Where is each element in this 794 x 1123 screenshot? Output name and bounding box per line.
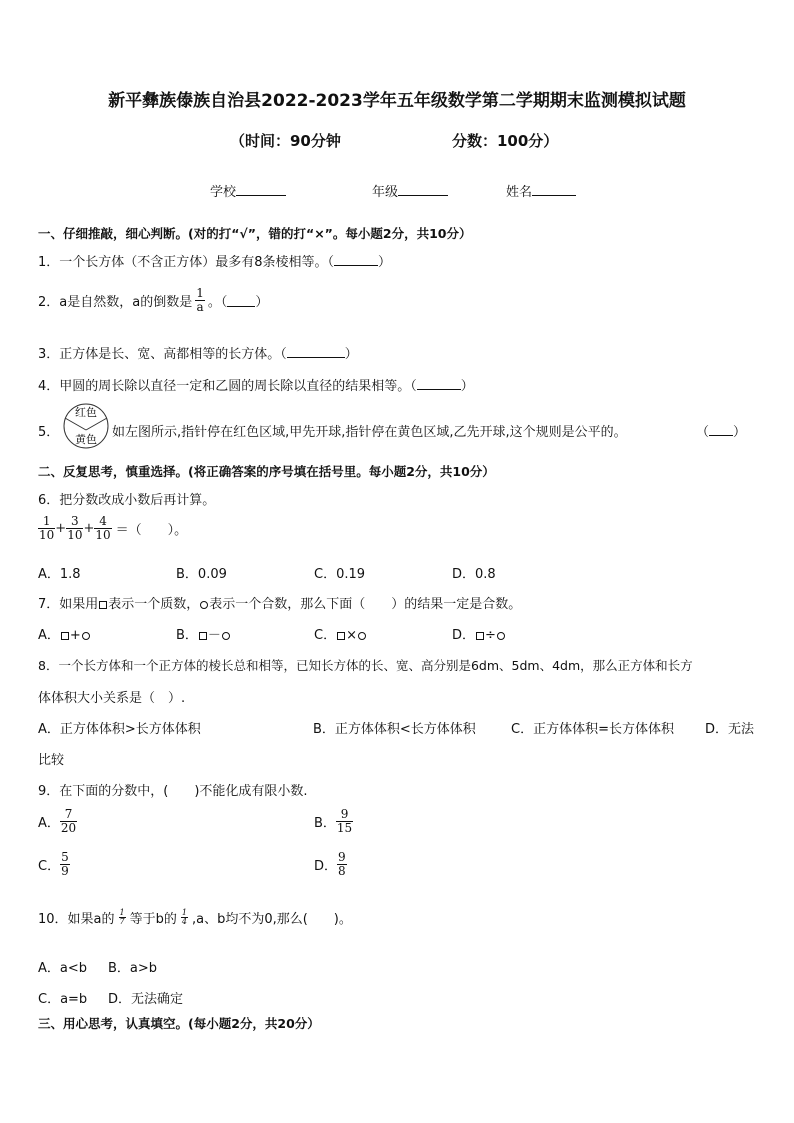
- circle-symbol-icon: [497, 632, 505, 640]
- q8-option-d-wrap: 比较: [38, 753, 65, 768]
- name-blank[interactable]: [532, 182, 576, 196]
- q9-c-num: 5: [61, 850, 69, 864]
- q6-option-d[interactable]: D．0.8: [452, 567, 496, 582]
- q2-close: ）: [255, 295, 269, 310]
- q6-frac-3: [94, 515, 111, 542]
- q10-option-b[interactable]: B．a>b: [108, 961, 158, 976]
- q4-text: 4．甲圆的周长除以直径一定和乙圆的周长除以直径的结果相等。（: [38, 379, 417, 394]
- q1-text: 1．一个长方体（不含正方体）最多有8条棱相等。（: [38, 255, 335, 270]
- q10-f1-num: 1: [119, 908, 125, 917]
- school-field: [210, 181, 286, 200]
- square-symbol-icon: [199, 632, 207, 640]
- q2-answer-blank[interactable]: [227, 294, 255, 307]
- square-symbol-icon: [99, 601, 107, 609]
- q10-f1-den: 7: [119, 917, 125, 926]
- q6-frac-2-num: 3: [71, 514, 79, 528]
- question-1: [38, 251, 391, 270]
- q5-answer: [696, 421, 746, 440]
- q5-answer-blank[interactable]: [709, 423, 733, 436]
- q6-frac-3-den: 10: [95, 528, 111, 542]
- q10-frac-2: [181, 909, 188, 926]
- spinner-divider-right: [86, 418, 107, 430]
- q10-f2-den: 4: [181, 917, 187, 926]
- q6-option-a[interactable]: A．1.8: [38, 567, 81, 582]
- q10-option-d[interactable]: D．无法确定: [108, 992, 184, 1007]
- q9-c-den: 9: [61, 864, 69, 878]
- question-3: [38, 343, 358, 362]
- q6-frac-3-num: 4: [99, 514, 107, 528]
- q2-post: 。（: [207, 295, 228, 310]
- q7-c-label: C．: [314, 628, 337, 643]
- circle-symbol-icon: [82, 632, 90, 640]
- q5-text: 如左图所示,指针停在红色区域,甲先开球,指针停在黄色区域,乙先开球,这个规则是公平的。: [112, 425, 627, 440]
- q9-d-num: 9: [338, 850, 346, 864]
- name-field: [506, 181, 576, 200]
- q4-close: ）: [460, 379, 474, 394]
- spinner-red-label: 红色: [75, 406, 97, 419]
- q10-option-c[interactable]: C．a=b: [38, 992, 88, 1007]
- q9-d-den: 8: [338, 864, 346, 878]
- exam-score: 分数：100分）: [452, 132, 559, 150]
- q9-option-d[interactable]: [314, 851, 347, 878]
- q10-text-c: ,a、b均不为0,那么( )。: [191, 912, 352, 927]
- q9-a-fraction: [60, 808, 77, 835]
- q9-c-fraction: [60, 851, 70, 878]
- q6-expression: [38, 515, 187, 542]
- q6-frac-2: [66, 515, 83, 542]
- q8-option-c[interactable]: C．正方体体积=长方体体积: [511, 722, 674, 737]
- name-label: 姓名: [506, 185, 533, 200]
- q9-d-label: D．: [314, 859, 338, 874]
- q1-close: ）: [378, 255, 392, 270]
- q9-a-num: 7: [64, 807, 73, 821]
- q7-b-op: －: [207, 628, 221, 643]
- q10-option-a[interactable]: A．a<b: [38, 961, 88, 976]
- question-6: 6．把分数改成小数后再计算。: [38, 493, 216, 508]
- q9-b-label: B．: [314, 816, 336, 831]
- q5-open: （: [696, 425, 710, 440]
- q3-close: ）: [344, 347, 358, 362]
- spinner-diagram: [60, 402, 112, 450]
- q3-text: 3．正方体是长、宽、高都相等的长方体。（: [38, 347, 287, 362]
- grade-label: 年级: [372, 185, 399, 200]
- question-8-line2: 体体积大小关系是（ ）.: [38, 691, 186, 706]
- square-symbol-icon: [61, 632, 69, 640]
- question-8-line1: 8．一个长方体和一个正方体的棱长总和相等，已知长方体的长、宽、高分别是6dm、5dm、4dm，那么正方体和长方: [38, 658, 693, 673]
- q6-frac-1-den: 10: [39, 528, 55, 542]
- q7-d-label: D．: [452, 628, 476, 643]
- grade-field: [372, 181, 448, 200]
- q8-option-d[interactable]: D．无法: [705, 722, 755, 737]
- q7-a-op: +: [69, 628, 81, 643]
- exam-title: 新平彝族傣族自治县2022-2023学年五年级数学第二学期期末监测模拟试题: [108, 91, 686, 111]
- exam-time: （时间：90分钟: [230, 132, 341, 150]
- question-7: [38, 593, 521, 612]
- q7-text-a: 7．如果用: [38, 597, 99, 612]
- q6-tail: ＝（ ）。: [115, 523, 188, 538]
- q9-option-c[interactable]: [38, 851, 70, 878]
- q10-frac-1: [119, 909, 126, 926]
- q10-text-b: 等于b的: [129, 912, 177, 927]
- q2-fraction: [195, 287, 205, 314]
- q7-option-b[interactable]: [176, 624, 231, 643]
- grade-blank[interactable]: [398, 182, 448, 196]
- q6-frac-1: [38, 515, 55, 542]
- school-label: 学校: [210, 185, 237, 200]
- q6-option-c[interactable]: C．0.19: [314, 567, 366, 582]
- q7-text-b: 表示一个质数，: [108, 597, 200, 612]
- q7-text-c: 表示一个合数，那么下面（ ）的结果一定是合数。: [209, 597, 522, 612]
- q1-answer-blank[interactable]: [334, 253, 378, 266]
- q3-answer-blank[interactable]: [287, 345, 345, 358]
- q9-b-den: 15: [336, 821, 353, 835]
- q7-option-a[interactable]: [38, 624, 91, 643]
- q2-frac-num: 1: [196, 286, 204, 300]
- q9-c-label: C．: [38, 859, 61, 874]
- q10-text-a: 10．如果a的: [38, 912, 115, 927]
- square-symbol-icon: [337, 632, 345, 640]
- q7-c-op: ×: [346, 628, 357, 643]
- question-9: 9．在下面的分数中，( )不能化成有限小数.: [38, 784, 308, 799]
- question-10: [38, 908, 352, 927]
- q4-answer-blank[interactable]: [417, 377, 461, 390]
- q2-text: 2．a是自然数，a的倒数是: [38, 295, 193, 310]
- q9-option-a[interactable]: [38, 808, 77, 835]
- q8-option-b[interactable]: B．正方体体积<长方体体积: [313, 722, 476, 737]
- q9-b-num: 9: [340, 807, 349, 821]
- question-2: [38, 287, 268, 314]
- q10-f2-num: 1: [181, 908, 187, 917]
- q9-a-label: A．: [38, 816, 60, 831]
- q6-frac-2-den: 10: [67, 528, 83, 542]
- q9-b-fraction: [336, 808, 353, 835]
- section3-heading: 三、用心思考，认真填空。(每小题2分，共20分）: [38, 1016, 320, 1031]
- q7-option-c[interactable]: [314, 624, 367, 643]
- q7-a-label: A．: [38, 628, 60, 643]
- section1-heading: 一、仔细推敲，细心判断。(对的打“√”，错的打“×”。每小题2分，共10分）: [38, 226, 472, 241]
- section2-heading: 二、反复思考，慎重选择。(将正确答案的序号填在括号里。每小题2分，共10分）: [38, 464, 495, 479]
- q8-option-a[interactable]: A．正方体体积>长方体体积: [38, 722, 201, 737]
- q9-a-den: 20: [60, 821, 77, 835]
- q7-option-d[interactable]: [452, 624, 506, 643]
- plus-sign: +: [83, 521, 95, 536]
- q7-b-label: B．: [176, 628, 198, 643]
- plus-sign: +: [55, 521, 67, 536]
- q2-frac-den: a: [196, 300, 204, 314]
- question-4: [38, 375, 474, 394]
- square-symbol-icon: [476, 632, 484, 640]
- circle-symbol-icon: [200, 601, 208, 609]
- q6-option-b[interactable]: B．0.09: [176, 567, 227, 582]
- q5-number: 5．: [38, 425, 60, 440]
- spinner-yellow-label: 黄色: [75, 433, 97, 446]
- circle-symbol-icon: [358, 632, 366, 640]
- q9-option-b[interactable]: [314, 808, 353, 835]
- circle-symbol-icon: [222, 632, 230, 640]
- q7-d-op: ÷: [485, 628, 496, 643]
- school-blank[interactable]: [236, 182, 286, 196]
- q6-frac-1-num: 1: [42, 514, 51, 528]
- spinner-divider-left: [65, 418, 86, 430]
- q5-close: ）: [733, 425, 747, 440]
- q9-d-fraction: [337, 851, 347, 878]
